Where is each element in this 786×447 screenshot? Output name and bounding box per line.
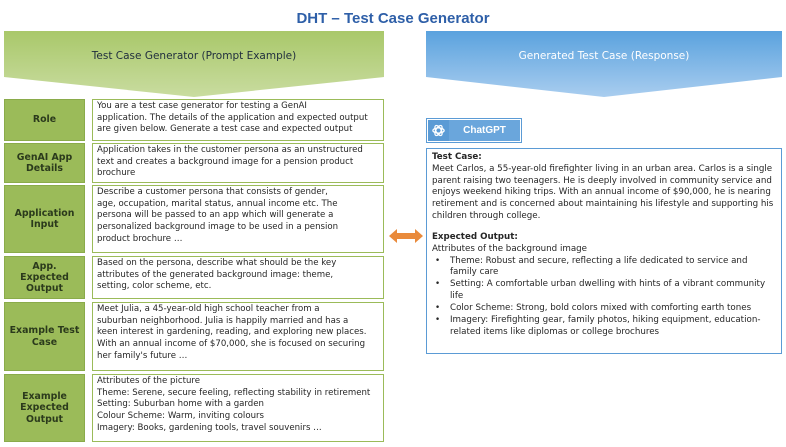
row-text-line: Setting: Suburban home with a garden [97,399,264,410]
expected-output-list [432,256,776,339]
test-case-line: parent raising two teenagers. He is deeply involved in community service and [432,175,772,186]
row-text-line: application. The details of the application and expected output [97,112,368,123]
row-text-line: suburban neighborhood. Julia is happily married and has a [97,315,349,326]
list-item-line: • Imagery: Firefighting gear, family photos, hiking equipment, education- [450,314,761,325]
list-item [432,303,776,315]
row-text-line: Attributes of the picture [97,376,201,386]
row-label: Example Expected Output [4,374,85,442]
list-item-line: related items like diplomas or college brochures [450,326,660,337]
prompt-row-app-expected-output [4,256,384,299]
double-arrow-icon [389,229,423,243]
test-case-line: retirement and is concerned about maintaining his lifestyle and supporting his [432,199,774,210]
list-item [432,279,776,303]
row-text-line: You are a test case generator for testing a GenAI [97,101,307,111]
row-text-line: Colour Scheme: Warm, inviting colours [97,411,265,422]
test-case-line: children through college. [432,211,541,222]
row-label: Application Input [4,185,85,253]
row-label: GenAI App Details [4,143,85,183]
row-text-line: attributes of the generated background image: theme, [97,269,334,280]
response-box [426,148,782,354]
row-text-line: Meet Julia, a 45-year-old high school teacher from a [97,304,320,314]
list-item [432,315,776,339]
row-text [92,302,384,371]
openai-logo-icon [428,120,449,141]
row-text-line: Imagery: Books, gardening tools, travel souvenirs … [97,422,322,433]
test-case-line: Meet Carlos, a 55-year-old firefighter living in an urban area. Carlos is a single [432,163,773,174]
chatgpt-badge [426,118,522,143]
list-item-line: family care [450,267,499,278]
row-text [92,143,384,183]
row-text-line: With an annual income of $70,000, she is focused on securing [97,339,366,350]
row-label: Role [4,99,85,141]
row-text-line: Based on the persona, describe what should be the key [97,258,337,268]
row-text [92,256,384,299]
row-text-line: personalized background image to be used in a pension [97,222,339,233]
left-header-chevron [4,31,384,97]
right-header-label: Generated Test Case (Response) [518,50,690,62]
expected-output-label: Expected Output: [432,231,518,242]
row-text-line: product brochure … [97,233,183,244]
list-item-line: life [450,291,464,302]
test-case-label: Test Case: [432,152,482,162]
left-header-label: Test Case Generator (Prompt Example) [91,50,297,62]
row-label: Example Test Case [4,302,85,371]
chatgpt-label: ChatGPT [449,120,520,141]
prompt-row-role [4,99,384,141]
row-text [92,99,384,141]
expected-output-intro: Attributes of the background image [432,243,588,254]
prompt-row-genai-app-details [4,143,384,183]
row-text-line: her family's future … [97,350,188,361]
row-text-line: persona will be passed to an app which will generate a [97,210,334,221]
list-item-line: • Color Scheme: Strong, bold colors mixed with comforting earth tones [450,302,752,313]
row-text-line: text and creates a background image for a pension product [97,156,354,167]
row-text-line: setting, color scheme, etc. [97,281,212,292]
right-header-chevron [426,31,782,97]
page-title: DHT – Test Case Generator [296,10,490,27]
test-case-line: enjoys weekend hiking trips. With an annual income of $90,000, he is nearing [432,187,771,198]
row-text [92,374,384,442]
row-text-line: Describe a customer persona that consists of gender, [97,187,328,197]
row-text-line: brochure [97,168,136,179]
row-text-line: Theme: Serene, secure feeling, reflecting stability in retirement [97,387,371,398]
prompt-row-example-expected-output [4,374,384,442]
row-text-line: keen interest in gardening, reading, and exploring new places. [97,327,367,338]
row-label: App. Expected Output [4,256,85,299]
row-text [92,185,384,253]
prompt-row-application-input [4,185,384,253]
row-text-line: age, occupation, marital status, annual income etc. The [97,198,338,209]
row-text-line: are given below. Generate a test case and expected output [97,124,353,135]
list-item [432,256,776,280]
row-text-line: Application takes in the customer persona as an unstructured [97,145,363,155]
list-item-line: • Setting: A comfortable urban dwelling with hints of a vibrant community [450,279,766,290]
prompt-row-example-test-case [4,302,384,371]
list-item-line: • Theme: Robust and secure, reflecting a life dedicated to service and [450,255,748,266]
